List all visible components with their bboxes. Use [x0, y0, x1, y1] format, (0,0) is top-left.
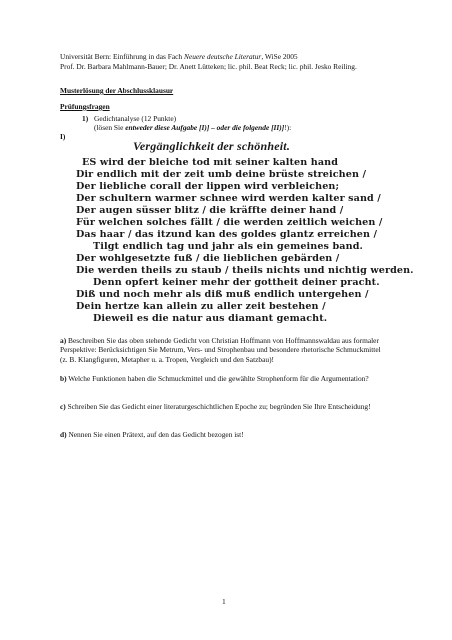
poem-line: Denn opfert keiner mehr der gottheit deiner pracht.: [93, 277, 380, 288]
poem-line: Der schultern warmer schnee wird werden kalter sand /: [76, 193, 381, 204]
poem-line: Die werden theils zu staub / theils nichts und nichtig werden.: [76, 265, 414, 276]
task-title: Gedichtanalyse (12 Punkte): [94, 114, 177, 123]
task-number: 1): [82, 114, 89, 123]
task-instruction-emphasis: entweder diese Aufgabe [I)] – oder die folgende [II)]: [125, 123, 285, 132]
poem-line: Tilgt endlich tag und jahr als ein gemeines band.: [93, 241, 363, 252]
question-b-label: b): [60, 374, 67, 383]
poem-line: Der augen süsser blitz / die kräffte deiner hand /: [76, 205, 344, 216]
header-line-1-prefix: Universität Bern: Einführung in das Fach: [60, 52, 184, 61]
poem-line: Dir endlich mit der zeit umb deine brüste streichen /: [76, 169, 367, 180]
question-d-label: d): [60, 430, 67, 439]
poem-line: Der liebliche corall der lippen wird verbleichen;: [76, 181, 340, 192]
question-b-text: Welche Funktionen haben die Schmuckmittel und die gewählte Strophenform für die Argumentation?: [68, 374, 369, 383]
question-d-text: Nennen Sie einen Prätext, auf den das Gedicht bezogen ist!: [68, 430, 244, 439]
poem-line: Das haar / das itzund kan des goldes glantz erreichen /: [76, 229, 378, 240]
question-c-label: c): [60, 402, 66, 411]
question-d: [60, 430, 390, 439]
task-instruction: [94, 123, 291, 132]
question-c-text: Schreiben Sie das Gedicht einer literaturgeschichtlichen Epoche zu; begründen Sie Ihre Entscheidung!: [67, 402, 371, 411]
question-c: [60, 402, 390, 411]
poem-line: ES wird der bleiche tod mit seiner kalten hand: [82, 157, 339, 168]
poem-line: Dieweil es die natur aus diamant gemacht.: [93, 313, 328, 324]
poem-line: Der wohlgesetzte fuß / die lieblichen gebärden /: [76, 253, 340, 264]
question-a-text: Beschreiben Sie das oben stehende Gedicht von Christian Hoffmann von Hoffmannswaldau aus formaler Perspektive: Berücksichtigen Sie Metrum, Vers- und Strophenbau und besondere rhetorische Schmuckmittel (z. B. Klangfiguren, Metapher u. a. Tropen, Vergleich und den Satzbau)!: [60, 336, 381, 364]
header-line-1-suffix: , WiSe 2005: [261, 52, 298, 61]
page-number: 1: [222, 597, 226, 606]
question-a-label: a): [60, 336, 67, 345]
poem-line: Für welchen solches fällt / die werden zeitlich weichen /: [76, 217, 383, 228]
header-course-name: Neuere deutsche Literatur: [183, 52, 262, 61]
poem-line: Diß und noch mehr als diß muß endlich untergehen /: [76, 289, 369, 300]
header-line-2: Prof. Dr. Barbara Mahlmann-Bauer; Dr. Anett Lütteken; lic. phil. Beat Reck; lic. phil. Jesko Reiling.: [60, 62, 357, 71]
question-a: [60, 336, 390, 364]
task-instruction-prefix: (lösen Sie: [94, 123, 126, 132]
heading-questions: Prüfungsfragen: [60, 102, 110, 111]
poem-title: Vergänglichkeit der schönheit.: [133, 139, 291, 153]
section-label: I): [60, 132, 66, 141]
header-line-1: [60, 52, 298, 61]
question-b: [60, 374, 390, 383]
heading-solution: Musterlösung der Abschlussklausur: [60, 86, 174, 95]
task-instruction-suffix: !):: [284, 123, 292, 132]
poem-line: Dein hertze kan allein zu aller zeit bestehen /: [76, 301, 326, 312]
